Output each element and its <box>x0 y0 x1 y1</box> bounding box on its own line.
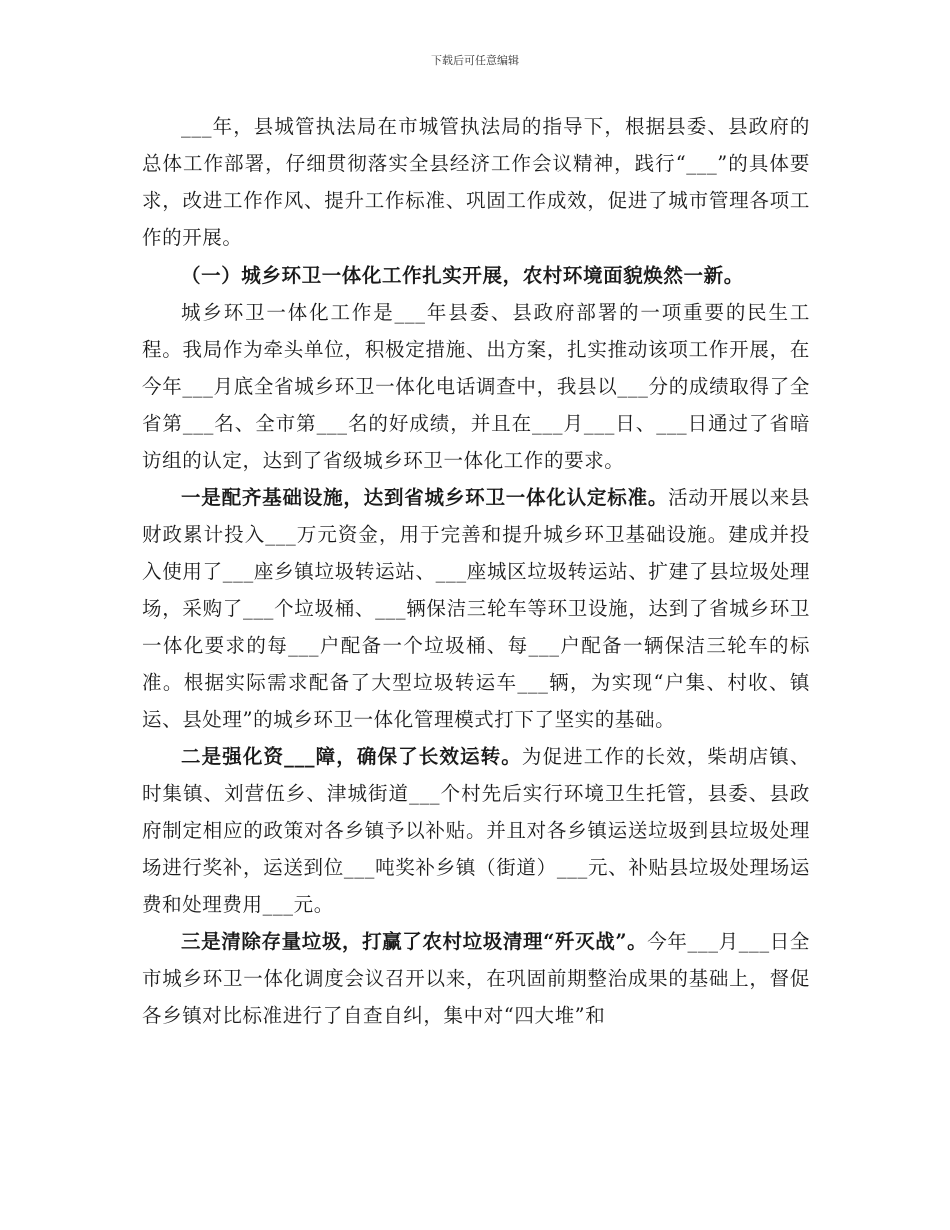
document-body <box>142 108 810 1034</box>
paragraph-point-3 <box>142 923 810 1034</box>
paragraph-text: 活动开展以来县财政累计投入___万元资金，用于完善和提升城乡环卫基础设施。建成并投入使用了___座乡镇垃圾转运站、___座城区垃圾转运站、扩建了县垃圾处理场，采购了___个垃圾桶、___辆保洁三轮车等环卫设施，达到了省城乡环卫一体化要求的每___户配备一个垃圾桶、每___户配备一辆保洁三轮车的标准。根据实际需求配备了大型垃圾转运车___辆，为实现“户集、村收、镇运、县处理”的城乡环卫一体化管理模式打下了坚实的基础。 <box>142 486 811 731</box>
paragraph-text: 城乡环卫一体化工作是___年县委、县政府部署的一项重要的民生工程。我局作为牵头单位，积极定措施、出方案，扎实推动该项工作开展，在今年___月底全省城乡环卫一体化电话调查中，我县以___分的成绩取得了全省第___名、全市第___名的好成绩，并且在___月___日、___日通过了省暗访组的认定，达到了省级城乡环卫一体化工作的要求。 <box>142 301 811 472</box>
section-heading: （一）城乡环卫一体化工作扎实开展，农村环境面貌焕然一新。 <box>181 264 744 287</box>
paragraph-lead: 一是配齐基础设施，达到省城乡环卫一体化认定标准。 <box>181 486 669 509</box>
paragraph-lead: 三是清除存量垃圾，打赢了农村垃圾清理“歼灭战”。 <box>181 930 648 953</box>
paragraph-text: 今年___月___日全市城乡环卫一体化调度会议召开以来，在巩固前期整治成果的基础上，督促各乡镇对比标准进行了自查自纠，集中对“四大堆”和 <box>142 930 810 1027</box>
paragraph-point-2 <box>142 738 810 923</box>
paragraph-overview <box>142 294 810 479</box>
paragraph-point-1 <box>142 479 810 738</box>
paragraph-text: ___年，县城管执法局在市城管执法局的指导下，根据县委、县政府的总体工作部署，仔细贯彻落实全县经济工作会议精神，践行“___”的具体要求，改进工作作风、提升工作标准、巩固工作成效，促进了城市管理各项工作的开展。 <box>142 115 810 249</box>
paragraph-lead: 二是强化资___障，确保了长效运转。 <box>181 745 522 768</box>
paragraph-intro <box>142 108 810 256</box>
paragraph-text: 为促进工作的长效，柴胡店镇、时集镇、刘营伍乡、津城街道___个村先后实行环境卫生托管，县委、县政府制定相应的政策对各乡镇予以补贴。并且对各乡镇运送垃圾到县垃圾处理场进行奖补，运送到位___吨奖补乡镇（街道）___元、补贴县垃圾处理场运费和处理费用___元。 <box>142 745 810 916</box>
page-header-note: 下载后可任意编辑 <box>431 54 519 67</box>
